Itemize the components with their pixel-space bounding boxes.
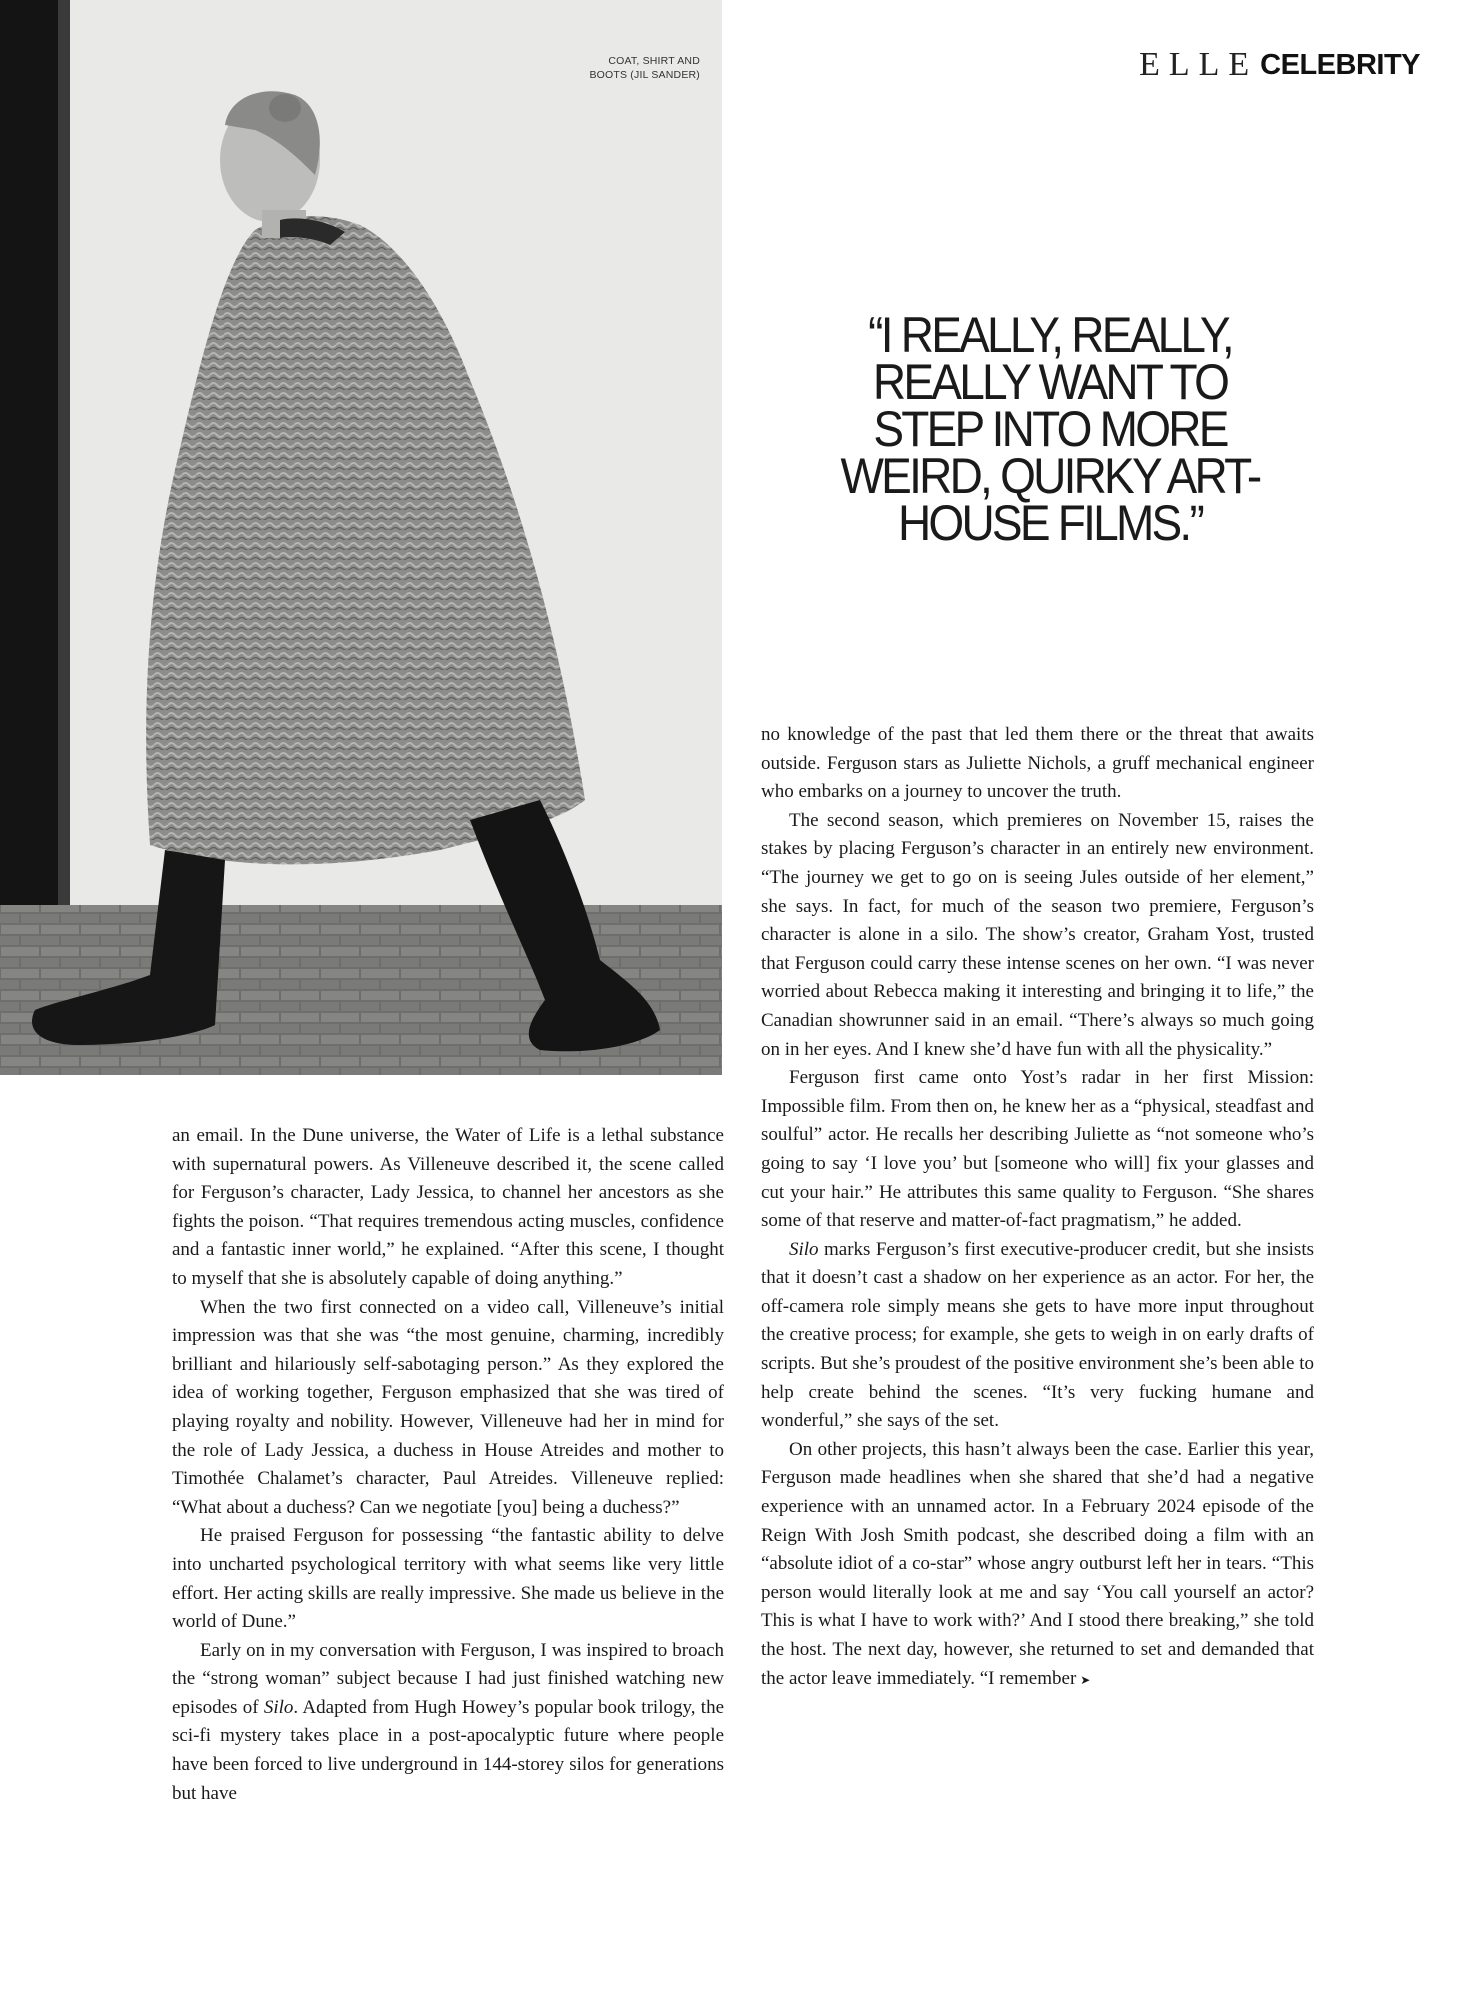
article-paragraph: Ferguson first came onto Yost’s radar in her first Mission: Impossible film. From then on, he knew her as a “physical, steadfast and soulful” actor. He recalls her describing Juliette as “not someone who’s going to say ‘I love you’ but [someone who will] fix your glasses and cut your hair.” He attributes this same quality to Ferguson. “She shares some of that reserve and matter-of-fact pragmatism,” he added. bbox=[761, 1067, 1314, 1232]
article-paragraph: He praised Ferguson for possessing “the fantastic ability to delve into uncharted psychological territory with what seems like very little effort. Her acting skills are really impressive. She made us believe in the world of Dune.” bbox=[172, 1525, 724, 1633]
section-title: CELEBRITY bbox=[1260, 48, 1420, 81]
article-paragraph bbox=[761, 1436, 1314, 1694]
article-paragraph bbox=[172, 1637, 724, 1809]
pull-quote-line: “I REALLY, REALLY, bbox=[868, 307, 1232, 363]
editorial-photo bbox=[0, 0, 722, 1075]
photo-credit bbox=[500, 54, 700, 82]
photo-illustration bbox=[0, 0, 722, 1075]
paragraph-text: . Adapted from Hugh Howey’s popular book trilogy, the sci-fi mystery takes place in a post-apocalyptic future where people have been forced to live underground in 144-storey silos for generations but have bbox=[172, 1696, 724, 1804]
pull-quote-line: STEP INTO MORE bbox=[873, 401, 1227, 457]
continue-arrow-icon: ➤ bbox=[1080, 1672, 1091, 1687]
pull-quote-line: HOUSE FILMS.” bbox=[897, 495, 1203, 551]
pull-quote-line: REALLY WANT TO bbox=[872, 354, 1228, 410]
pull-quote bbox=[792, 307, 1307, 551]
article-paragraph: When the two first connected on a video call, Villeneuve’s initial impression was that she was “the most genuine, charming, incredibly brilliant and hilariously self-sabotaging person.” As they explored the idea of working together, Ferguson emphasized that she was tired of playing royalty and nobility. However, Villeneuve had her in mind for the role of Lady Jessica, a duchess in House Atreides and mother to Timothée Chalamet’s character, Paul Atreides. Villeneuve replied: “What about a duchess? Can we negotiate [you] being a duchess?” bbox=[172, 1296, 724, 1518]
show-title-silo: Silo bbox=[263, 1696, 294, 1718]
article-paragraph: no knowledge of the past that led them there or the threat that awaits outside. Ferguson stars as Juliette Nichols, a gruff mechanical engineer who embarks on a journey to uncover the truth. bbox=[761, 724, 1314, 803]
pull-quote-line: WEIRD, QUIRKY ART- bbox=[840, 448, 1260, 504]
photo-credit-line-2: BOOTS (JIL SANDER) bbox=[589, 69, 700, 81]
post-shape bbox=[0, 0, 60, 940]
article-column-right bbox=[761, 721, 1314, 1694]
article-column-left bbox=[172, 1122, 724, 1808]
article-paragraph bbox=[761, 1236, 1314, 1436]
article-paragraph: an email. In the Dune universe, the Water of Life is a lethal substance with supernatural powers. As Villeneuve described it, the scene called for Ferguson’s character, Lady Jessica, to channel her ancestors as she fights the poison. “That requires tremendous acting muscles, confidence and a fantastic inner world,” he explained. “After this scene, I thought to myself that she is absolutely capable of doing anything.” bbox=[172, 1125, 724, 1289]
show-title-silo: Silo bbox=[789, 1238, 819, 1260]
article-paragraph: The second season, which premieres on November 15, raises the stakes by placing Ferguson’s character in an entirely new environment. “The journey we get to go on is seeing Jules outside of her element,” she says. In fact, for much of the season two premiere, Ferguson’s character is alone in a silo. The show’s creator, Graham Yost, trusted that Ferguson could carry these intense scenes on her own. “I was never worried about Rebecca making it interesting and bringing it to life,” the Canadian showrunner said in an email. “There’s always so much going on in her eyes. And I knew she’d have fun with all the physicality.” bbox=[761, 809, 1314, 1060]
photo-credit-line-1: COAT, SHIRT AND bbox=[608, 55, 700, 67]
paragraph-text: Early on in my conversation with Ferguson, I was inspired to broach the “strong woman” subject because I had just finished watching new episodes of bbox=[172, 1639, 724, 1718]
paragraph-text: On other projects, this hasn’t always been the case. Earlier this year, Ferguson made headlines when she shared that she’d had a negative experience with an unnamed actor. In a February 2024 episode of the Reign With Josh Smith podcast, she described doing a film with an “absolute idiot of a co-star” whose angry outburst left her in tears. “This person would literally look at me and say ‘You call yourself an actor? This is what I have to work with?’ And I stood there breaking,” she told the host. The next day, however, she returned to set and demanded that the actor leave immediately. “I remember bbox=[761, 1438, 1314, 1689]
paragraph-text: marks Ferguson’s first executive-producer credit, but she insists that it doesn’t cast a shadow on her experience as an actor. For her, the off-camera role simply means she gets to have more input throughout the creative process; for example, she gets to weigh in on early drafts of scripts. But she’s proudest of the positive environment she’s been able to help create behind the scenes. “It’s very fucking humane and wonderful,” she says of the set. bbox=[761, 1238, 1315, 1432]
brand-logo: ELLE bbox=[1139, 46, 1259, 83]
page-header bbox=[1100, 46, 1420, 84]
